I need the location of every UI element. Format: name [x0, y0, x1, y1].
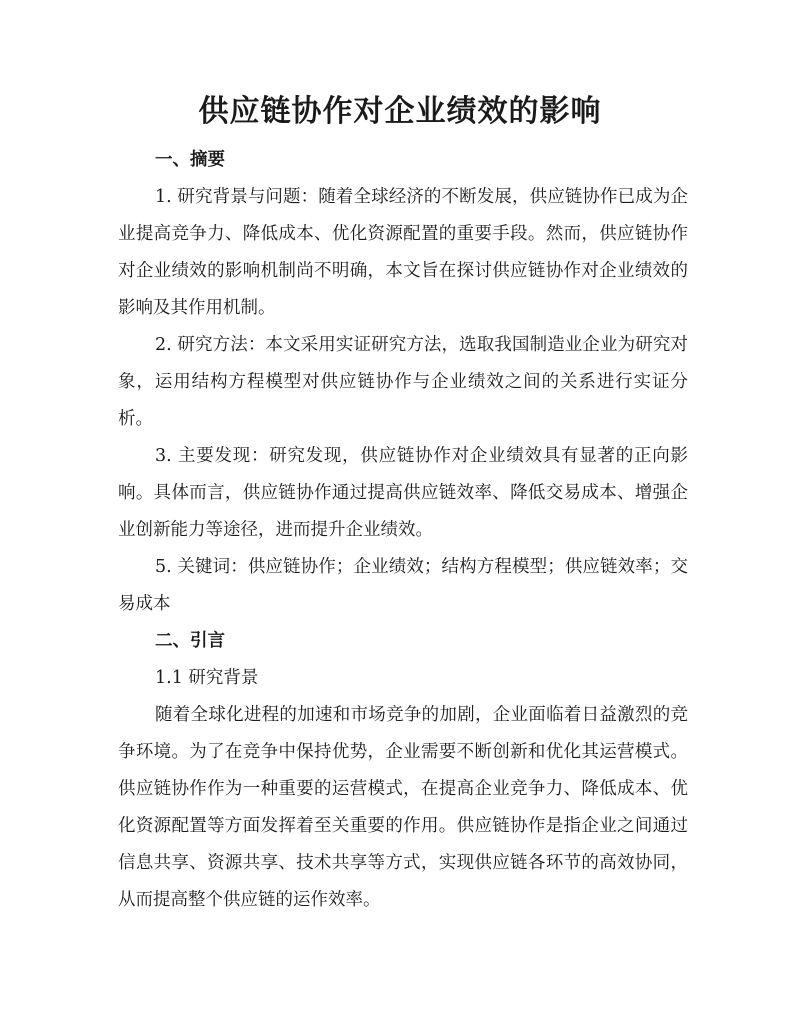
abstract-item-keywords: 5. 关键词：供应链协作；企业绩效；结构方程模型；供应链效率；交易成本: [118, 557, 688, 614]
section-heading-intro: 二、引言: [155, 631, 225, 651]
section-heading-abstract: 一、摘要: [155, 150, 225, 170]
abstract-item-findings: 3. 主要发现：研究发现，供应链协作对企业绩效具有显著的正向影响。具体而言，供应链协作通过提高供应链效率、降低交易成本、增强企业创新能力等途径，进而提升企业绩效。: [118, 446, 688, 540]
intro-paragraph: 随着全球化进程的加速和市场竞争的加剧，企业面临着日益激烈的竞争环境。为了在竞争中保持优势，企业需要不断创新和优化其运营模式。供应链协作作为一种重要的运营模式，在提高企业竞争力、降低成本、优化资源配置等方面发挥着至关重要的作用。供应链协作是指企业之间通过信息共享、资源共享、技术共享等方式，实现供应链各环节的高效协同，从而提高整个供应链的运作效率。: [118, 705, 688, 910]
subsection-heading-background: 1.1 研究背景: [155, 668, 259, 688]
document-body: [118, 142, 688, 919]
document-title: 供应链协作对企业绩效的影响: [198, 94, 602, 129]
abstract-item-background: 1. 研究背景与问题：随着全球经济的不断发展，供应链协作已成为企业提高竞争力、降低成本、优化资源配置的重要手段。然而，供应链协作对企业绩效的影响机制尚不明确，本文旨在探讨供应链协作对企业绩效的影响及其作用机制。: [118, 187, 688, 318]
abstract-item-method: 2. 研究方法：本文采用实证研究方法，选取我国制造业企业为研究对象，运用结构方程模型对供应链协作与企业绩效之间的关系进行实证分析。: [118, 335, 688, 429]
